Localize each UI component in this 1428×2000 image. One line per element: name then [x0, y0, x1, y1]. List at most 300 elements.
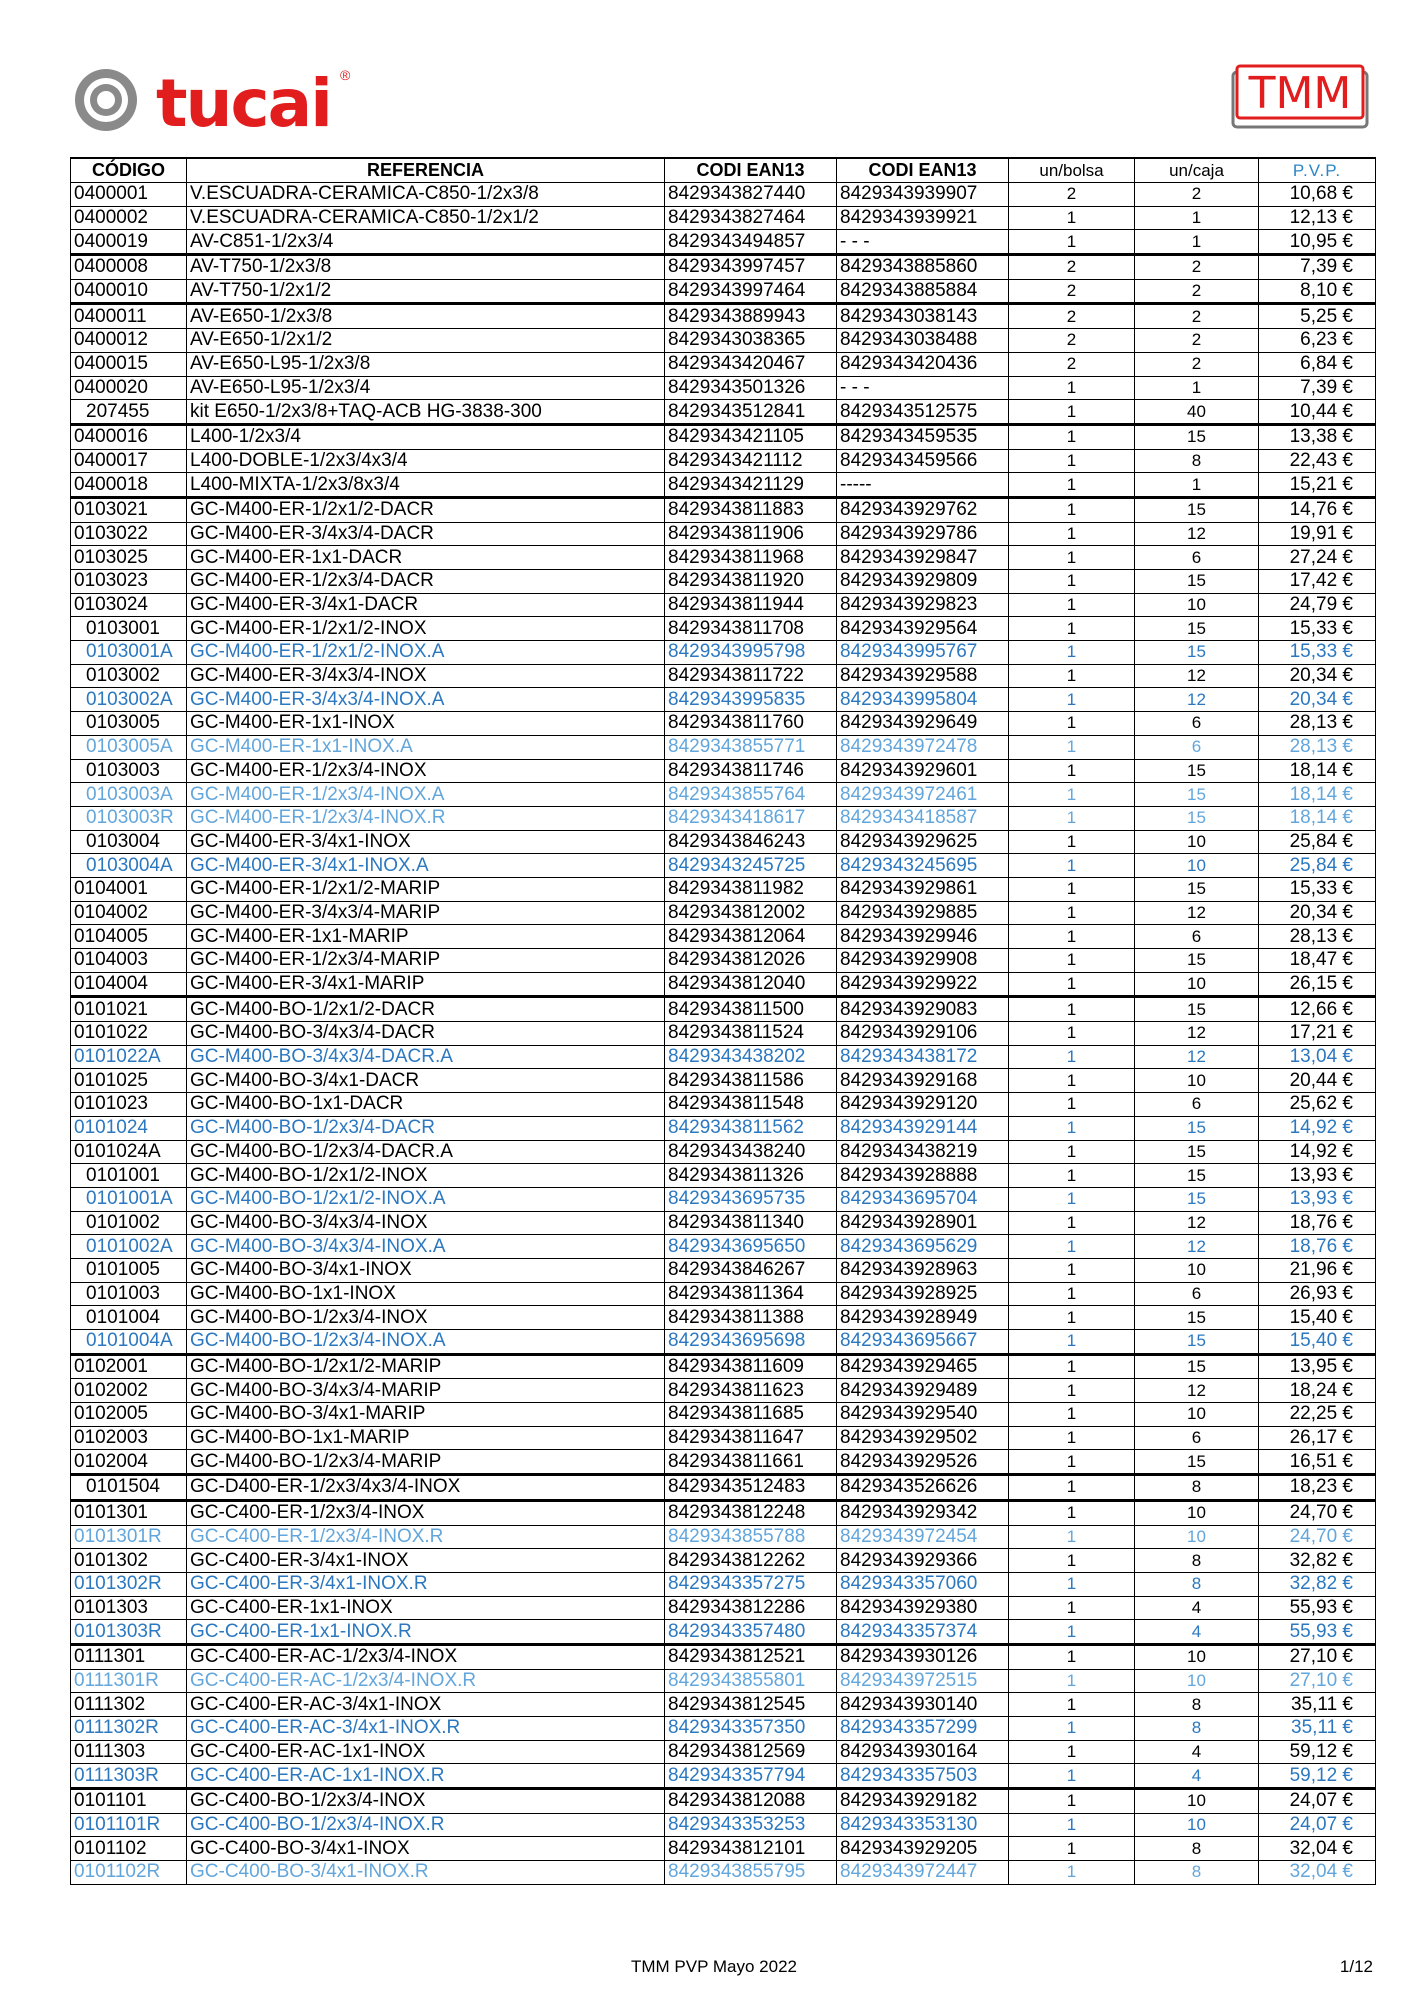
- table-row: [71, 901, 1376, 925]
- un-caja-cell: 8: [1135, 1861, 1259, 1885]
- un-caja-cell: 12: [1135, 522, 1259, 546]
- un-caja-cell: 8: [1135, 1475, 1259, 1501]
- pvp-cell: 8,10 €: [1259, 279, 1376, 304]
- pvp-cell: 26,93 €: [1259, 1282, 1376, 1306]
- un-bolsa-cell: 1: [1009, 1764, 1135, 1789]
- pvp-cell: 27,10 €: [1259, 1644, 1376, 1669]
- un-caja-cell: 12: [1135, 1379, 1259, 1403]
- ean13-1-cell: 8429343421105: [665, 424, 837, 449]
- ean13-1-cell: 8429343811920: [665, 570, 837, 594]
- un-caja-cell: 8: [1135, 1572, 1259, 1596]
- codigo-cell: 0103004A: [71, 854, 187, 878]
- un-bolsa-cell: 1: [1009, 759, 1135, 783]
- un-caja-cell: 15: [1135, 1306, 1259, 1330]
- table-row: [71, 1475, 1376, 1501]
- un-bolsa-cell: 1: [1009, 1669, 1135, 1693]
- ean13-2-cell: 8429343929120: [837, 1093, 1009, 1117]
- un-bolsa-cell: 1: [1009, 1740, 1135, 1764]
- ean13-2-cell: 8429343929861: [837, 877, 1009, 901]
- table-row: [71, 1258, 1376, 1282]
- referencia-cell: GC-M400-ER-1x1-DACR: [187, 546, 665, 570]
- un-caja-cell: 8: [1135, 1693, 1259, 1717]
- pvp-cell: 17,21 €: [1259, 1022, 1376, 1046]
- codigo-cell: 0104004: [71, 972, 187, 997]
- referencia-cell: GC-M400-BO-3/4x1-MARIP: [187, 1403, 665, 1427]
- un-bolsa-cell: 1: [1009, 1022, 1135, 1046]
- codigo-cell: 0400015: [71, 352, 187, 376]
- pvp-cell: 18,47 €: [1259, 949, 1376, 973]
- codigo-cell: 0102003: [71, 1426, 187, 1450]
- ean13-1-cell: 8429343812064: [665, 925, 837, 949]
- un-bolsa-cell: 1: [1009, 1187, 1135, 1211]
- table-row: [71, 1861, 1376, 1885]
- referencia-cell: GC-M400-BO-1/2x1/2-INOX.A: [187, 1187, 665, 1211]
- header-pvp: P.V.P.: [1259, 158, 1376, 183]
- pvp-cell: 5,25 €: [1259, 304, 1376, 329]
- un-bolsa-cell: 1: [1009, 1235, 1135, 1259]
- codigo-cell: 0101001A: [71, 1187, 187, 1211]
- ean13-1-cell: 8429343420467: [665, 352, 837, 376]
- table-row: [71, 1525, 1376, 1549]
- codigo-cell: 0400012: [71, 329, 187, 353]
- un-bolsa-cell: 1: [1009, 1861, 1135, 1885]
- codigo-cell: 0101022: [71, 1022, 187, 1046]
- ean13-2-cell: 8429343885860: [837, 255, 1009, 280]
- pvp-cell: 24,70 €: [1259, 1525, 1376, 1549]
- table-row: [71, 1116, 1376, 1140]
- ean13-1-cell: 8429343512841: [665, 400, 837, 425]
- ean13-2-cell: 8429343929885: [837, 901, 1009, 925]
- pvp-cell: 18,76 €: [1259, 1235, 1376, 1259]
- pvp-cell: 24,07 €: [1259, 1789, 1376, 1814]
- ean13-2-cell: 8429343038488: [837, 329, 1009, 353]
- ean13-2-cell: 8429343695704: [837, 1187, 1009, 1211]
- ean13-1-cell: 8429343811562: [665, 1116, 837, 1140]
- un-caja-cell: 40: [1135, 400, 1259, 425]
- pvp-cell: 17,42 €: [1259, 570, 1376, 594]
- pvp-cell: 14,76 €: [1259, 497, 1376, 522]
- ean13-2-cell: 8429343357060: [837, 1572, 1009, 1596]
- referencia-cell: GC-M400-ER-1/2x1/2-MARIP: [187, 877, 665, 901]
- ean13-1-cell: 8429343812262: [665, 1549, 837, 1573]
- un-bolsa-cell: 1: [1009, 1306, 1135, 1330]
- pvp-cell: 25,62 €: [1259, 1093, 1376, 1117]
- codigo-cell: 0111303R: [71, 1764, 187, 1789]
- ean13-1-cell: 8429343855801: [665, 1669, 837, 1693]
- ean13-1-cell: 8429343811685: [665, 1403, 837, 1427]
- un-caja-cell: 8: [1135, 1549, 1259, 1573]
- pvp-cell: 22,25 €: [1259, 1403, 1376, 1427]
- referencia-cell: GC-M400-ER-1x1-INOX: [187, 712, 665, 736]
- referencia-cell: GC-M400-ER-3/4x3/4-MARIP: [187, 901, 665, 925]
- codigo-cell: 0101021: [71, 997, 187, 1022]
- referencia-cell: kit E650-1/2x3/8+TAQ-ACB HG-3838-300: [187, 400, 665, 425]
- codigo-cell: 0101303: [71, 1596, 187, 1620]
- referencia-cell: GC-M400-ER-1x1-MARIP: [187, 925, 665, 949]
- un-caja-cell: 2: [1135, 304, 1259, 329]
- table-row: [71, 1211, 1376, 1235]
- ean13-1-cell: 8429343421129: [665, 473, 837, 498]
- codigo-cell: 0101102: [71, 1837, 187, 1861]
- ean13-2-cell: 8429343929847: [837, 546, 1009, 570]
- pvp-cell: 28,13 €: [1259, 712, 1376, 736]
- referencia-cell: GC-C400-BO-1/2x3/4-INOX.R: [187, 1813, 665, 1837]
- pvp-cell: 35,11 €: [1259, 1693, 1376, 1717]
- un-bolsa-cell: 2: [1009, 352, 1135, 376]
- referencia-cell: GC-M400-BO-1/2x1/2-INOX: [187, 1164, 665, 1188]
- codigo-cell: 0400011: [71, 304, 187, 329]
- table-row: [71, 352, 1376, 376]
- ean13-1-cell: 8429343855771: [665, 735, 837, 759]
- un-caja-cell: 10: [1135, 1069, 1259, 1093]
- pvp-cell: 7,39 €: [1259, 376, 1376, 400]
- table-row: [71, 279, 1376, 304]
- table-row: [71, 1669, 1376, 1693]
- ean13-2-cell: -----: [837, 473, 1009, 498]
- pvp-cell: 20,34 €: [1259, 664, 1376, 688]
- table-row: [71, 1093, 1376, 1117]
- un-caja-cell: 15: [1135, 1187, 1259, 1211]
- codigo-cell: 0101101: [71, 1789, 187, 1814]
- codigo-cell: 0104003: [71, 949, 187, 973]
- un-caja-cell: 15: [1135, 877, 1259, 901]
- table-row: [71, 522, 1376, 546]
- referencia-cell: GC-C400-ER-AC-3/4x1-INOX.R: [187, 1717, 665, 1741]
- table-row: [71, 183, 1376, 207]
- ean13-1-cell: 8429343357350: [665, 1717, 837, 1741]
- codigo-cell: 0103023: [71, 570, 187, 594]
- referencia-cell: AV-E650-1/2x1/2: [187, 329, 665, 353]
- un-caja-cell: 10: [1135, 1525, 1259, 1549]
- un-caja-cell: 4: [1135, 1740, 1259, 1764]
- table-row: [71, 712, 1376, 736]
- ean13-2-cell: 8429343695667: [837, 1330, 1009, 1355]
- codigo-cell: 0103003A: [71, 783, 187, 807]
- table-row: [71, 473, 1376, 498]
- ean13-1-cell: 8429343811647: [665, 1426, 837, 1450]
- pvp-cell: 10,68 €: [1259, 183, 1376, 207]
- ean13-1-cell: 8429343811661: [665, 1450, 837, 1475]
- pvp-cell: 24,07 €: [1259, 1813, 1376, 1837]
- un-bolsa-cell: 1: [1009, 1789, 1135, 1814]
- ean13-2-cell: 8429343929144: [837, 1116, 1009, 1140]
- pvp-cell: 6,23 €: [1259, 329, 1376, 353]
- pvp-cell: 13,38 €: [1259, 424, 1376, 449]
- ean13-1-cell: 8429343811364: [665, 1282, 837, 1306]
- un-bolsa-cell: 1: [1009, 925, 1135, 949]
- table-row: [71, 1426, 1376, 1450]
- un-bolsa-cell: 1: [1009, 1211, 1135, 1235]
- un-caja-cell: 10: [1135, 1258, 1259, 1282]
- ean13-1-cell: 8429343855764: [665, 783, 837, 807]
- ean13-2-cell: 8429343972515: [837, 1669, 1009, 1693]
- codigo-cell: 0400019: [71, 230, 187, 255]
- un-bolsa-cell: 1: [1009, 593, 1135, 617]
- un-caja-cell: 6: [1135, 546, 1259, 570]
- ean13-2-cell: 8429343695629: [837, 1235, 1009, 1259]
- codigo-cell: 0103001: [71, 617, 187, 641]
- ean13-2-cell: 8429343928901: [837, 1211, 1009, 1235]
- un-caja-cell: 10: [1135, 972, 1259, 997]
- table-row: [71, 1282, 1376, 1306]
- un-caja-cell: 15: [1135, 1330, 1259, 1355]
- referencia-cell: GC-C400-ER-AC-1x1-INOX: [187, 1740, 665, 1764]
- ean13-1-cell: 8429343846243: [665, 830, 837, 854]
- un-caja-cell: 10: [1135, 854, 1259, 878]
- un-bolsa-cell: 1: [1009, 424, 1135, 449]
- referencia-cell: GC-C400-ER-AC-1/2x3/4-INOX: [187, 1644, 665, 1669]
- ean13-1-cell: 8429343811609: [665, 1354, 837, 1379]
- un-caja-cell: 8: [1135, 1717, 1259, 1741]
- un-caja-cell: 15: [1135, 1450, 1259, 1475]
- un-caja-cell: 15: [1135, 759, 1259, 783]
- ean13-1-cell: 8429343811708: [665, 617, 837, 641]
- referencia-cell: GC-M400-BO-3/4x3/4-DACR.A: [187, 1045, 665, 1069]
- codigo-cell: 0101301R: [71, 1525, 187, 1549]
- price-table-body: [71, 183, 1376, 1885]
- ean13-2-cell: 8429343929823: [837, 593, 1009, 617]
- pvp-cell: 25,84 €: [1259, 830, 1376, 854]
- codigo-cell: 0101002: [71, 1211, 187, 1235]
- pvp-cell: 15,33 €: [1259, 877, 1376, 901]
- codigo-cell: 0103003: [71, 759, 187, 783]
- registered-mark: ®: [340, 67, 351, 83]
- ean13-1-cell: 8429343997464: [665, 279, 837, 304]
- pvp-cell: 13,04 €: [1259, 1045, 1376, 1069]
- referencia-cell: GC-C400-BO-3/4x1-INOX.R: [187, 1861, 665, 1885]
- codigo-cell: 0111303: [71, 1740, 187, 1764]
- referencia-cell: GC-C400-ER-3/4x1-INOX.R: [187, 1572, 665, 1596]
- ean13-2-cell: 8429343526626: [837, 1475, 1009, 1501]
- referencia-cell: V.ESCUADRA-CERAMICA-C850-1/2x1/2: [187, 206, 665, 230]
- pvp-cell: 13,93 €: [1259, 1164, 1376, 1188]
- ean13-1-cell: 8429343357480: [665, 1620, 837, 1645]
- ean13-2-cell: 8429343929182: [837, 1789, 1009, 1814]
- un-bolsa-cell: 1: [1009, 1450, 1135, 1475]
- pvp-cell: 24,79 €: [1259, 593, 1376, 617]
- pvp-cell: 27,24 €: [1259, 546, 1376, 570]
- pvp-cell: 35,11 €: [1259, 1717, 1376, 1741]
- table-row: [71, 1596, 1376, 1620]
- un-bolsa-cell: 1: [1009, 1717, 1135, 1741]
- un-bolsa-cell: 1: [1009, 806, 1135, 830]
- un-bolsa-cell: 1: [1009, 1644, 1135, 1669]
- ean13-2-cell: 8429343885884: [837, 279, 1009, 304]
- footer-title: TMM PVP Mayo 2022: [631, 1957, 797, 1976]
- price-table: [70, 157, 1376, 1885]
- un-caja-cell: 2: [1135, 352, 1259, 376]
- un-bolsa-cell: 1: [1009, 1282, 1135, 1306]
- codigo-cell: 0400010: [71, 279, 187, 304]
- un-bolsa-cell: 1: [1009, 546, 1135, 570]
- table-row: [71, 783, 1376, 807]
- ean13-2-cell: 8429343038143: [837, 304, 1009, 329]
- ean13-2-cell: 8429343929489: [837, 1379, 1009, 1403]
- un-caja-cell: 1: [1135, 206, 1259, 230]
- table-row: [71, 759, 1376, 783]
- referencia-cell: GC-M400-ER-1/2x3/4-DACR: [187, 570, 665, 594]
- codigo-cell: 0101004A: [71, 1330, 187, 1355]
- pvp-cell: 26,17 €: [1259, 1426, 1376, 1450]
- codigo-cell: 0102005: [71, 1403, 187, 1427]
- table-row: [71, 1330, 1376, 1355]
- un-bolsa-cell: 1: [1009, 712, 1135, 736]
- un-caja-cell: 15: [1135, 424, 1259, 449]
- codigo-cell: 0104005: [71, 925, 187, 949]
- ean13-1-cell: 8429343357275: [665, 1572, 837, 1596]
- pvp-cell: 18,14 €: [1259, 759, 1376, 783]
- referencia-cell: GC-M400-BO-3/4x1-INOX: [187, 1258, 665, 1282]
- referencia-cell: GC-M400-BO-3/4x3/4-INOX: [187, 1211, 665, 1235]
- ean13-1-cell: 8429343855788: [665, 1525, 837, 1549]
- un-caja-cell: 4: [1135, 1764, 1259, 1789]
- codigo-cell: 0111301: [71, 1644, 187, 1669]
- table-row: [71, 997, 1376, 1022]
- table-row: [71, 949, 1376, 973]
- referencia-cell: GC-M400-ER-1/2x3/4-INOX.A: [187, 783, 665, 807]
- ean13-1-cell: 8429343811623: [665, 1379, 837, 1403]
- pvp-cell: 55,93 €: [1259, 1620, 1376, 1645]
- pvp-cell: 15,33 €: [1259, 617, 1376, 641]
- header-codigo: CÓDIGO: [71, 158, 187, 183]
- un-bolsa-cell: 1: [1009, 664, 1135, 688]
- pvp-cell: 27,10 €: [1259, 1669, 1376, 1693]
- ean13-1-cell: 8429343812545: [665, 1693, 837, 1717]
- referencia-cell: GC-M400-ER-1/2x1/2-INOX: [187, 617, 665, 641]
- ean13-1-cell: 8429343812248: [665, 1500, 837, 1525]
- referencia-cell: AV-C851-1/2x3/4: [187, 230, 665, 255]
- ean13-1-cell: 8429343512483: [665, 1475, 837, 1501]
- un-bolsa-cell: 2: [1009, 255, 1135, 280]
- referencia-cell: GC-M400-BO-1x1-INOX: [187, 1282, 665, 1306]
- ean13-1-cell: 8429343695698: [665, 1330, 837, 1355]
- un-caja-cell: 4: [1135, 1620, 1259, 1645]
- ean13-1-cell: 8429343811944: [665, 593, 837, 617]
- ean13-1-cell: 8429343811524: [665, 1022, 837, 1046]
- table-row: [71, 925, 1376, 949]
- ean13-2-cell: 8429343929205: [837, 1837, 1009, 1861]
- ean13-1-cell: 8429343501326: [665, 376, 837, 400]
- referencia-cell: GC-C400-ER-1x1-INOX.R: [187, 1620, 665, 1645]
- un-caja-cell: 2: [1135, 255, 1259, 280]
- ean13-1-cell: 8429343812088: [665, 1789, 837, 1814]
- un-bolsa-cell: 1: [1009, 1403, 1135, 1427]
- pvp-cell: 19,91 €: [1259, 522, 1376, 546]
- un-caja-cell: 6: [1135, 1426, 1259, 1450]
- pvp-cell: 32,82 €: [1259, 1549, 1376, 1573]
- un-bolsa-cell: 1: [1009, 497, 1135, 522]
- un-bolsa-cell: 1: [1009, 1596, 1135, 1620]
- un-bolsa-cell: 1: [1009, 1140, 1135, 1164]
- un-bolsa-cell: 1: [1009, 1045, 1135, 1069]
- referencia-cell: GC-C400-ER-3/4x1-INOX: [187, 1549, 665, 1573]
- un-bolsa-cell: 1: [1009, 1164, 1135, 1188]
- table-row: [71, 1187, 1376, 1211]
- un-bolsa-cell: 1: [1009, 449, 1135, 473]
- un-caja-cell: 15: [1135, 1140, 1259, 1164]
- referencia-cell: GC-M400-ER-1/2x3/4-INOX: [187, 759, 665, 783]
- pvp-cell: 55,93 €: [1259, 1596, 1376, 1620]
- table-row: [71, 329, 1376, 353]
- ean13-1-cell: 8429343245725: [665, 854, 837, 878]
- ean13-1-cell: 8429343855795: [665, 1861, 837, 1885]
- ean13-1-cell: 8429343695735: [665, 1187, 837, 1211]
- ean13-2-cell: 8429343929540: [837, 1403, 1009, 1427]
- codigo-cell: 0103005: [71, 712, 187, 736]
- pvp-cell: 7,39 €: [1259, 255, 1376, 280]
- ean13-1-cell: 8429343812040: [665, 972, 837, 997]
- codigo-cell: 0101022A: [71, 1045, 187, 1069]
- un-caja-cell: 10: [1135, 1644, 1259, 1669]
- table-row: [71, 1164, 1376, 1188]
- pvp-cell: 10,44 €: [1259, 400, 1376, 425]
- ean13-2-cell: 8429343928888: [837, 1164, 1009, 1188]
- un-bolsa-cell: 1: [1009, 972, 1135, 997]
- un-caja-cell: 15: [1135, 806, 1259, 830]
- ean13-2-cell: 8429343939907: [837, 183, 1009, 207]
- un-bolsa-cell: 1: [1009, 522, 1135, 546]
- un-caja-cell: 15: [1135, 497, 1259, 522]
- ean13-1-cell: 8429343812101: [665, 1837, 837, 1861]
- codigo-cell: 0101301: [71, 1500, 187, 1525]
- referencia-cell: GC-M400-ER-3/4x1-DACR: [187, 593, 665, 617]
- un-caja-cell: 12: [1135, 1022, 1259, 1046]
- codigo-cell: 0101024: [71, 1116, 187, 1140]
- pvp-cell: 15,21 €: [1259, 473, 1376, 498]
- codigo-cell: 0101504: [71, 1475, 187, 1501]
- un-caja-cell: 10: [1135, 1813, 1259, 1837]
- codigo-cell: 0102001: [71, 1354, 187, 1379]
- ean13-1-cell: 8429343997457: [665, 255, 837, 280]
- header-ean13-2: CODI EAN13: [837, 158, 1009, 183]
- ean13-2-cell: 8429343929168: [837, 1069, 1009, 1093]
- un-caja-cell: 1: [1135, 376, 1259, 400]
- ean13-1-cell: 8429343827440: [665, 183, 837, 207]
- ean13-1-cell: 8429343811760: [665, 712, 837, 736]
- ean13-1-cell: 8429343811722: [665, 664, 837, 688]
- table-row: [71, 230, 1376, 255]
- un-bolsa-cell: 1: [1009, 830, 1135, 854]
- ean13-2-cell: 8429343928963: [837, 1258, 1009, 1282]
- table-row: [71, 664, 1376, 688]
- ean13-1-cell: 8429343827464: [665, 206, 837, 230]
- ean13-1-cell: 8429343995835: [665, 688, 837, 712]
- un-caja-cell: 15: [1135, 949, 1259, 973]
- pvp-cell: 24,70 €: [1259, 1500, 1376, 1525]
- un-caja-cell: 6: [1135, 735, 1259, 759]
- ean13-1-cell: 8429343421112: [665, 449, 837, 473]
- un-caja-cell: 15: [1135, 570, 1259, 594]
- codigo-cell: 0101302R: [71, 1572, 187, 1596]
- table-row: [71, 1549, 1376, 1573]
- table-row: [71, 376, 1376, 400]
- codigo-cell: 0111302R: [71, 1717, 187, 1741]
- referencia-cell: GC-M400-BO-1/2x3/4-DACR.A: [187, 1140, 665, 1164]
- ean13-1-cell: 8429343438240: [665, 1140, 837, 1164]
- codigo-cell: 0101025: [71, 1069, 187, 1093]
- un-bolsa-cell: 1: [1009, 1549, 1135, 1573]
- un-caja-cell: 10: [1135, 830, 1259, 854]
- tmm-logo-text: TMM: [1248, 68, 1352, 119]
- un-bolsa-cell: 1: [1009, 206, 1135, 230]
- un-bolsa-cell: 1: [1009, 1426, 1135, 1450]
- referencia-cell: GC-M400-BO-1/2x1/2-DACR: [187, 997, 665, 1022]
- ean13-2-cell: 8429343929922: [837, 972, 1009, 997]
- codigo-cell: 0400018: [71, 473, 187, 498]
- referencia-cell: GC-M400-BO-1x1-MARIP: [187, 1426, 665, 1450]
- table-row: [71, 641, 1376, 665]
- ean13-2-cell: 8429343438172: [837, 1045, 1009, 1069]
